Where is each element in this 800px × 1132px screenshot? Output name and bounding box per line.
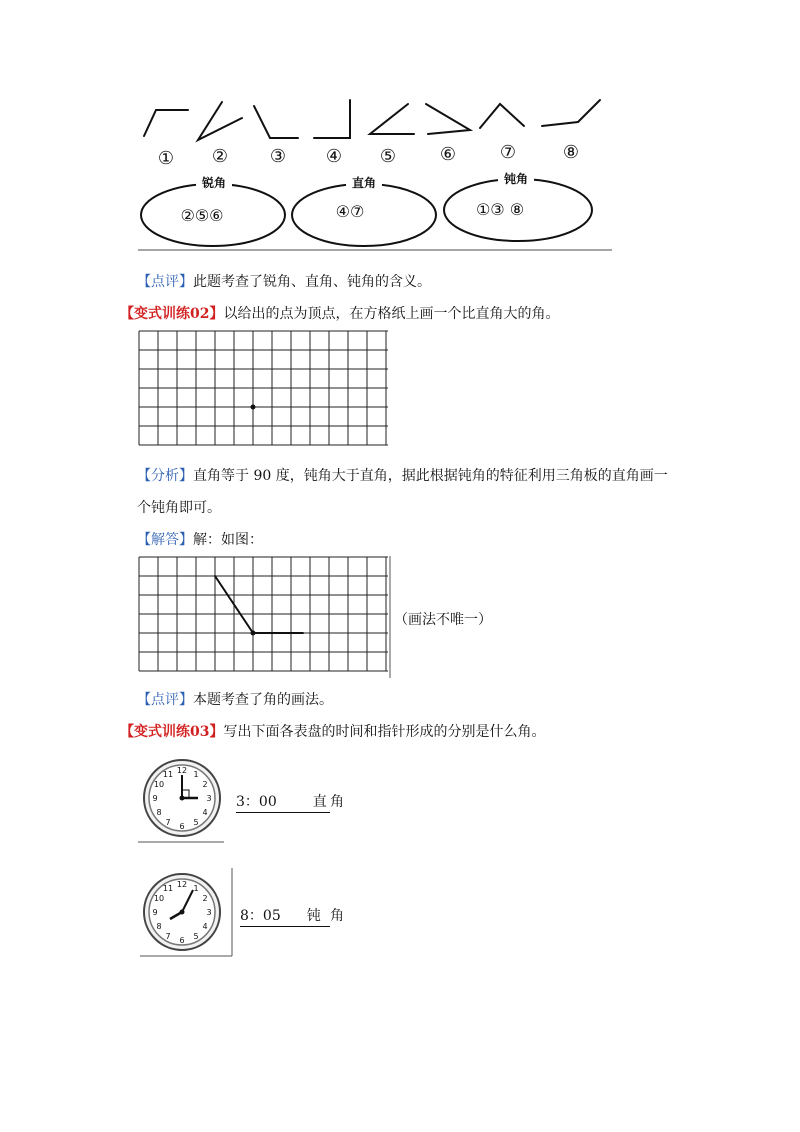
svg-text:11: 11 bbox=[162, 884, 174, 893]
angle-5 bbox=[370, 104, 414, 134]
exercise-03: 【变式训练03】写出下面各表盘的时间和指针形成的分别是什么角。 bbox=[120, 724, 546, 740]
review-1: 【点评】此题考查了锐角、直角、钝角的含义。 bbox=[137, 274, 431, 290]
svg-text:8: 8 bbox=[156, 808, 162, 817]
clock-1 bbox=[138, 758, 228, 850]
review-2-text: 本题考查了角的画法。 bbox=[193, 692, 333, 708]
review-1-tag: 点评 bbox=[151, 274, 179, 290]
answer-note: （画法不唯一） bbox=[394, 612, 492, 628]
members-acute: ②⑤⑥ bbox=[180, 206, 224, 225]
svg-text:9: 9 bbox=[152, 794, 158, 803]
analysis: 【分析】直角等于 90 度，钝角大于直角，据此根据钝角的特征利用三角板的直角画一 bbox=[137, 468, 668, 484]
svg-text:3: 3 bbox=[206, 794, 212, 803]
angle-number-2: ② bbox=[211, 146, 229, 167]
grid-paper-answer bbox=[138, 556, 394, 682]
svg-text:8: 8 bbox=[156, 922, 162, 931]
angle-6 bbox=[426, 104, 470, 134]
clock-1-answer bbox=[236, 792, 344, 813]
analysis-line2: 个钝角即可。 bbox=[137, 500, 221, 516]
grid-paper-question bbox=[138, 330, 390, 452]
clock-1-suffix: 角 bbox=[330, 794, 344, 810]
exercise-02-tag: 变式训练02 bbox=[134, 306, 210, 322]
clock-2 bbox=[138, 868, 234, 964]
clock-1-time: 3：00 bbox=[236, 794, 277, 810]
angle-number-1: ① bbox=[157, 148, 175, 169]
angle-number-6: ⑥ bbox=[439, 144, 457, 165]
members-right: ④⑦ bbox=[335, 202, 365, 221]
svg-text:5: 5 bbox=[193, 818, 199, 827]
svg-text:7: 7 bbox=[165, 932, 171, 941]
exercise-03-text: 写出下面各表盘的时间和指针形成的分别是什么角。 bbox=[223, 724, 546, 740]
svg-text:6: 6 bbox=[179, 936, 185, 945]
angles-svg bbox=[138, 92, 614, 254]
vertex-point bbox=[251, 405, 256, 410]
clock-2-answer bbox=[240, 906, 344, 927]
answer-text: 解：如图： bbox=[193, 532, 263, 548]
analysis-tag: 分析 bbox=[151, 468, 179, 484]
label-right: 直角 bbox=[351, 176, 377, 190]
svg-text:5: 5 bbox=[193, 932, 199, 941]
clock-2-face bbox=[138, 868, 234, 960]
clock-1-angle: 直 bbox=[312, 794, 327, 810]
angle-4 bbox=[314, 100, 350, 138]
clock-2-angle: 钝 bbox=[306, 908, 321, 924]
angle-2 bbox=[198, 102, 242, 140]
members-obtuse: ①③ ⑧ bbox=[475, 200, 525, 219]
answer: 【解答】解：如图： bbox=[137, 532, 263, 548]
exercise-02-text: 以给出的点为顶点，在方格纸上画一个比直角大的角。 bbox=[223, 306, 560, 322]
svg-text:1: 1 bbox=[193, 770, 199, 779]
svg-text:4: 4 bbox=[202, 922, 208, 931]
svg-text:1: 1 bbox=[193, 884, 199, 893]
answer-tag: 解答 bbox=[151, 532, 179, 548]
clock-1-face bbox=[138, 758, 228, 846]
angle-number-5: ⑤ bbox=[379, 146, 397, 167]
svg-text:2: 2 bbox=[202, 780, 208, 789]
svg-text:7: 7 bbox=[165, 818, 171, 827]
angle-1 bbox=[144, 110, 188, 136]
svg-text:9: 9 bbox=[152, 908, 158, 917]
review-2: 【点评】本题考查了角的画法。 bbox=[137, 692, 333, 708]
svg-text:11: 11 bbox=[162, 770, 174, 779]
svg-text:4: 4 bbox=[202, 808, 208, 817]
svg-text:3: 3 bbox=[206, 908, 212, 917]
angle-number-7: ⑦ bbox=[499, 142, 517, 163]
analysis-text-line1: 直角等于 90 度，钝角大于直角，据此根据钝角的特征利用三角板的直角画一 bbox=[193, 468, 668, 484]
svg-text:10: 10 bbox=[153, 894, 165, 903]
svg-text:6: 6 bbox=[179, 822, 185, 831]
angle-classification-figure bbox=[138, 92, 614, 254]
angle-3 bbox=[254, 106, 298, 138]
angle-number-3: ③ bbox=[269, 146, 287, 167]
angle-number-4: ④ bbox=[325, 146, 343, 167]
review-2-tag: 点评 bbox=[151, 692, 179, 708]
exercise-02: 【变式训练02】以给出的点为顶点，在方格纸上画一个比直角大的角。 bbox=[120, 306, 560, 322]
review-1-text: 此题考查了锐角、直角、钝角的含义。 bbox=[193, 274, 431, 290]
angle-8 bbox=[542, 100, 600, 126]
angle-number-8: ⑧ bbox=[562, 142, 580, 163]
clock-2-suffix: 角 bbox=[330, 908, 344, 924]
label-obtuse: 钝角 bbox=[503, 172, 529, 186]
label-acute: 锐角 bbox=[201, 176, 227, 190]
exercise-03-tag: 变式训练03 bbox=[134, 724, 210, 740]
svg-text:10: 10 bbox=[153, 780, 165, 789]
svg-text:12: 12 bbox=[176, 766, 188, 775]
svg-text:12: 12 bbox=[176, 880, 188, 889]
svg-text:2: 2 bbox=[202, 894, 208, 903]
clock-2-time: 8：05 bbox=[240, 908, 281, 924]
angle-7 bbox=[480, 104, 524, 128]
